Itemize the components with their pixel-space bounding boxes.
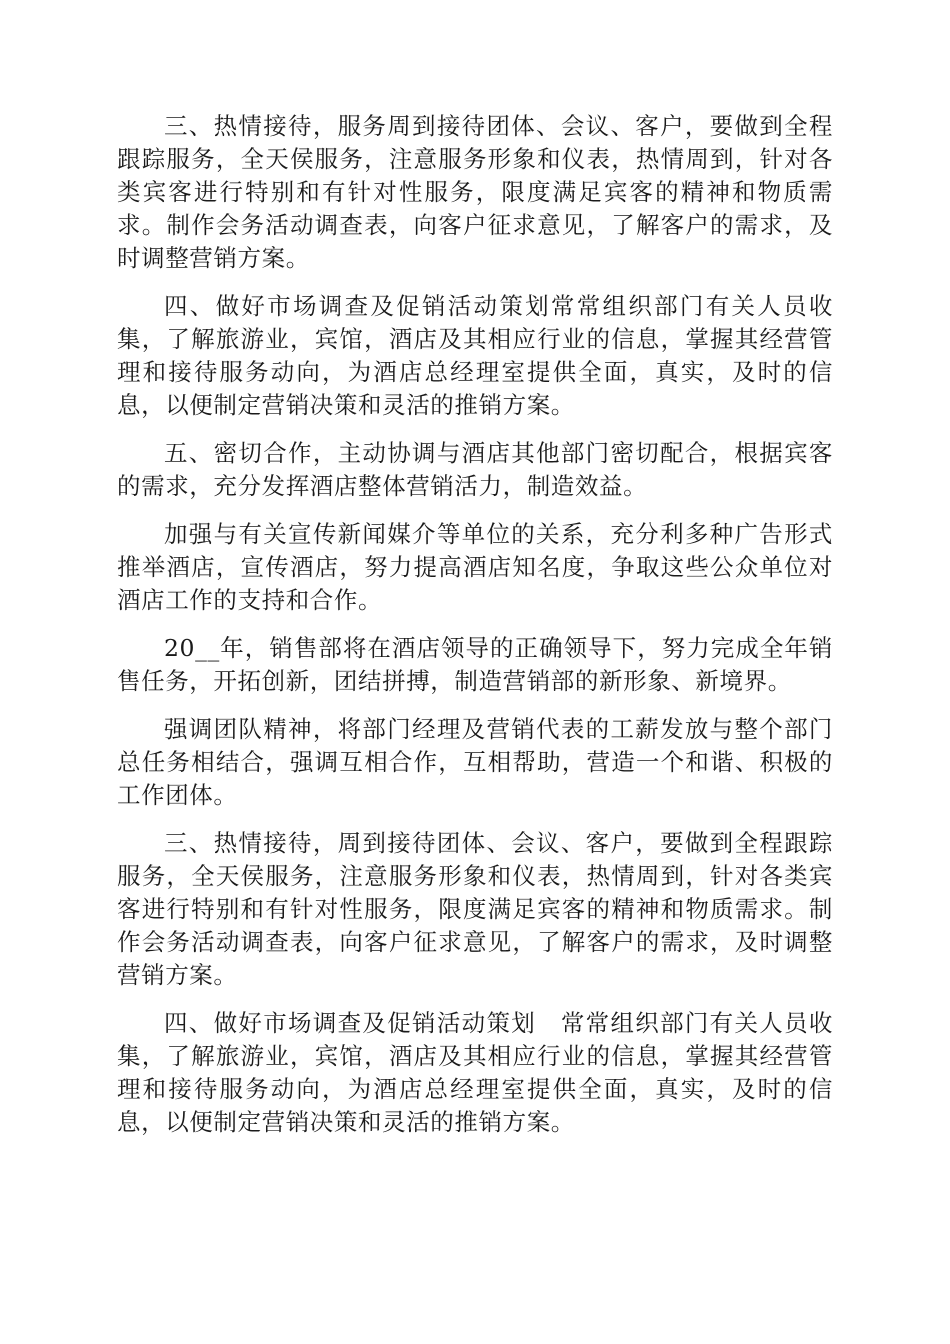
document-body [117, 110, 833, 1154]
paragraph-3: 五、密切合作，主动协调与酒店其他部门密切配合，根据宾客的需求，充分发挥酒店整体营销活力，制造效益。 [117, 439, 833, 500]
paragraph-6: 强调团队精神，将部门经理及营销代表的工薪发放与整个部门总任务相结合，强调互相合作，互相帮助，营造一个和谐、积极的工作团体。 [117, 715, 833, 809]
paragraph-7: 三、热情接待，周到接待团体、会议、客户，要做到全程跟踪服务，全天侯服务，注意服务形象和仪表，热情周到，针对各类宾客进行特别和有针对性服务，限度满足宾客的精神和物质需求。制作会务活动调查表，向客户征求意见，了解客户的需求，及时调整营销方案。 [117, 829, 833, 989]
paragraph-1: 三、热情接待，服务周到接待团体、会议、客户，要做到全程跟踪服务，全天侯服务，注意服务形象和仪表，热情周到，针对各类宾客进行特别和有针对性服务，限度满足宾客的精神和物质需求。制作会务活动调查表，向客户征求意见，了解客户的需求，及时调整营销方案。 [117, 112, 833, 272]
paragraph-2: 四、做好市场调查及促销活动策划常常组织部门有关人员收集，了解旅游业，宾馆，酒店及其相应行业的信息，掌握其经营管理和接待服务动向，为酒店总经理室提供全面，真实，及时的信息，以便制定营销决策和灵活的推销方案。 [117, 292, 833, 419]
paragraph-4: 加强与有关宣传新闻媒介等单位的关系，充分利多种广告形式推举酒店，宣传酒店，努力提高酒店知名度，争取这些公众单位对酒店工作的支持和合作。 [117, 520, 833, 614]
paragraph-5: 20__年，销售部将在酒店领导的正确领导下，努力完成全年销售任务，开拓创新，团结拼搏，制造营销部的新形象、新境界。 [117, 634, 833, 695]
paragraph-8: 四、做好市场调查及促销活动策划 常常组织部门有关人员收集，了解旅游业，宾馆，酒店及其相应行业的信息，掌握其经营管理和接待服务动向，为酒店总经理室提供全面，真实，及时的信息，以便制定营销决策和灵活的推销方案。 [117, 1009, 833, 1136]
